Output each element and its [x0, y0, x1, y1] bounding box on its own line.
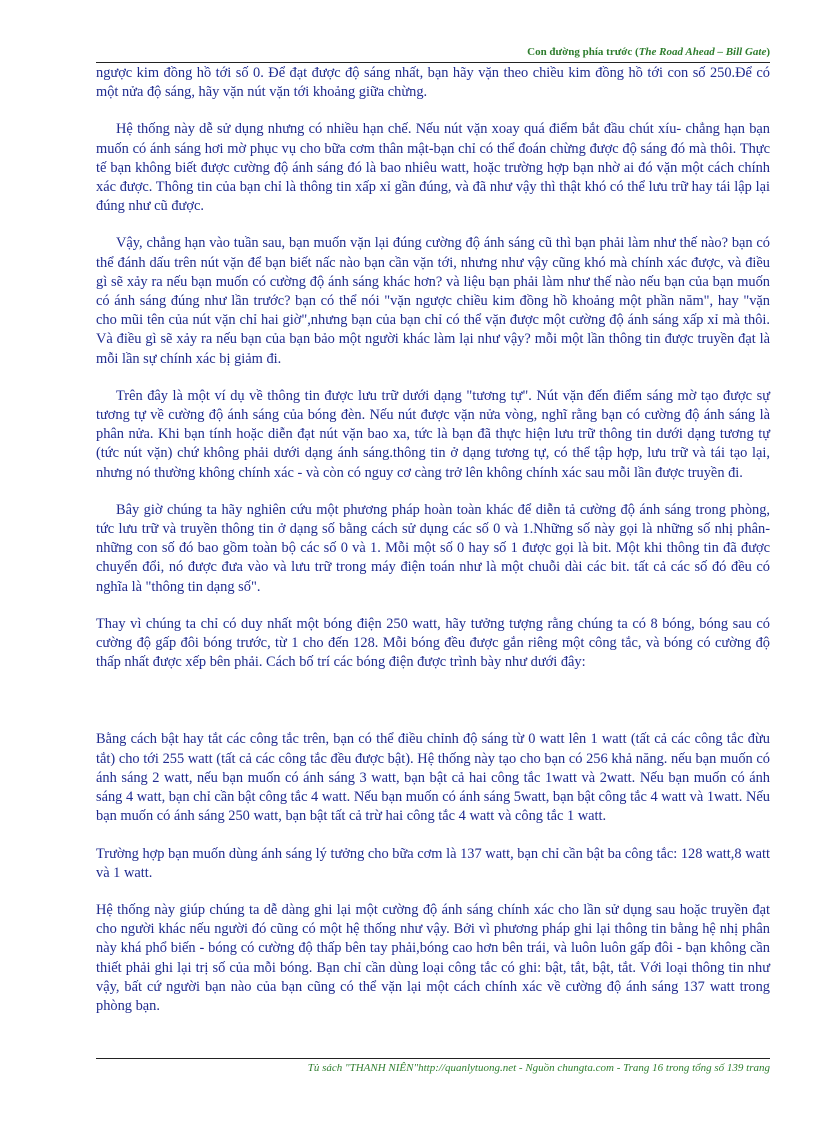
paragraph-3: Vậy, chẳng hạn vào tuần sau, bạn muốn vặn lại đúng cường độ ánh sáng cũ thì bạn phải làm như thế nào? bạn có thể đánh dấu trên nút vặn để bạn biết nấc nào bạn cần vặn tới, nhưng như vậy cũng khó mà chính xác được, và điều gì sẽ xảy ra nếu bạn muốn có cường độ ánh sáng khác hơn? và liệu bạn phải làm như thế nào nếu bạn của bạn muốn có ánh sáng đúng như lần trước? bạn có thể nói "vặn ngược chiều kim đồng hồ khoảng một phần năm", hay "vặn cho mũi tên của nút vặn chỉ hai giờ",nhưng bạn của bạn chỉ có thể vặn được một cường độ ánh sáng xấp xỉ mà thôi. Và điều gì sẽ xảy ra nếu bạn của bạn bảo một người khác làm lại như vậy? mỗi một lần thông tin được truyền đạt là mỗi lần sự chính xác bị giảm đi. [96, 235, 770, 367]
paragraph-9: Hệ thống này giúp chúng ta dễ dàng ghi lại một cường độ ánh sáng chính xác cho lần sử dụng sau hoặc truyền đạt cho người khác nếu người đó cũng có một hệ thống như vậy. Bởi vì phương pháp ghi lại thông tin bằng hệ nhị phân này khá phổ biến - bóng có cường độ thấp bên tay phải,bóng cao hơn bên trái, và luôn luôn gấp đôi - bạn không cần thiết phải ghi lại trị số của mỗi bóng. Bạn chỉ cần dùng loại công tắc có ghi: bật, tắt, bật, tắt. Với loại thông tin như vậy, bất cứ người bạn nào của bạn cũng có thể vặn lại một cách chính xác về cường độ ánh sáng 137 watt trong phòng bạn. [96, 901, 770, 1014]
footer-rule [96, 1058, 770, 1059]
paragraph-8: Trường hợp bạn muốn dùng ánh sáng lý tưởng cho bữa cơm là 137 watt, bạn chỉ cần bật ba công tắc: 128 watt,8 watt và 1 watt. [96, 845, 770, 881]
body-text [96, 64, 770, 1034]
header-suffix: ) [766, 46, 770, 58]
running-header [96, 46, 770, 58]
header-prefix: Con đường phía trước ( [527, 46, 639, 58]
header-rule [96, 62, 770, 63]
page-footer: Tủ sách "THANH NIÊN"http://quanlytuong.net - Nguồn chungta.com - Trang 16 trong tổng số 139 trang [307, 1062, 770, 1074]
paragraph-6: Thay vì chúng ta chỉ có duy nhất một bóng điện 250 watt, hãy tưởng tượng rằng chúng ta có 8 bóng, bóng sau có cường độ gấp đôi bóng trước, từ 1 cho đến 128. Mỗi bóng đều được gắn riêng một công tắc, và bóng có cường độ thấp nhất được xếp bên phải. Cách bố trí các bóng điện được trình bày như dưới đây: [96, 615, 770, 671]
paragraph-2: Hệ thống này dễ sử dụng nhưng có nhiều hạn chế. Nếu nút vặn xoay quá điểm bắt đầu chút xíu- chẳng hạn bạn muốn có ánh sáng hơi mờ phục vụ cho bữa cơm thân mật-bạn chỉ có thể đoán chừng được độ sáng đó mà thôi. Thực tế bạn không biết được cường độ ánh sáng đó là bao nhiêu watt, hoặc trường hợp bạn nhờ ai đó vặn một cách chính xác được. Thông tin của bạn chỉ là thông tin xấp xỉ gần đúng, và đã như vậy thì thật khó có thể lưu trữ hay tái lập lại đúng như cũ được. [96, 121, 770, 215]
paragraph-7: Bằng cách bật hay tắt các công tắc trên, bạn có thể điều chỉnh độ sáng từ 0 watt lên 1 watt (tất cả các công tắc đừu tắt) cho tới 255 watt (tất cả các công tắc đều được bật). Hệ thống này tạo cho bạn có 256 khả năng. nếu bạn muốn có ánh sáng 2 watt, nếu bạn muốn có ánh sáng 3 watt, bạn bật cả hai công tắc 1watt và 2watt. Nếu bạn muốn có ánh sáng 4 watt, bạn chỉ cần bật công tắc 4 watt. Nếu bạn muốn có ánh sáng 5watt, bạn bật công tắc 4 watt và 1watt. Nếu bạn muốn có ánh sáng 250 watt, bạn bật tất cả trừ hai công tắc 4 watt và công tắc 1 watt. [96, 731, 770, 825]
paragraph-4: Trên đây là một ví dụ về thông tin được lưu trữ dưới dạng "tương tự". Nút vặn đến điểm sáng mờ tạo được sự tương tự về cường độ ánh sáng của bóng đèn. Nếu nút được vặn nửa vòng, nghĩ rằng bạn có cường độ ánh sáng là phân nửa. Khi bạn tính hoặc diễn đạt nút vặn bao xa, tức là bạn đã thực hiện lưu trữ thông tin dưới dạng tương tự (tức nút vặn) chứ không phải dưới dạng ánh sáng.thông tin ở dạng tương tự, có thể tập hợp, lưu trữ và tái tạo lại, nhưng nó thường không chính xác - và còn có nguy cơ càng trở lên không chính xác sau mỗi lần được truyền đi. [96, 387, 770, 481]
header-book-title: The Road Ahead – Bill Gate [638, 46, 767, 58]
paragraph-5: Bây giờ chúng ta hãy nghiên cứu một phương pháp hoàn toàn khác để diễn tả cường độ ánh sáng trong phòng, tức lưu trữ và truyền thông tin ở dạng số bằng cách sử dụng các số 0 và 1.Những số này gọi là những số nhị phân-những con số đó bao gồm toàn bộ các số 0 và 1. Mỗi một số 0 hay số 1 được gọi là bit. Một khi thông tin đã được chuyển đổi, nó được đưa vào và lưu trữ trong máy điện toán như là một chuỗi dài các bit. tất cả các số đó đều có nghĩa là "thông tin dạng số". [96, 501, 770, 595]
paragraph-1: ngược kim đồng hồ tới số 0. Để đạt được độ sáng nhất, bạn hãy vặn theo chiều kim đồng hồ tới con số 250.Để có một nửa độ sáng, hãy vặn nút vặn tới khoảng giữa chừng. [96, 65, 770, 101]
